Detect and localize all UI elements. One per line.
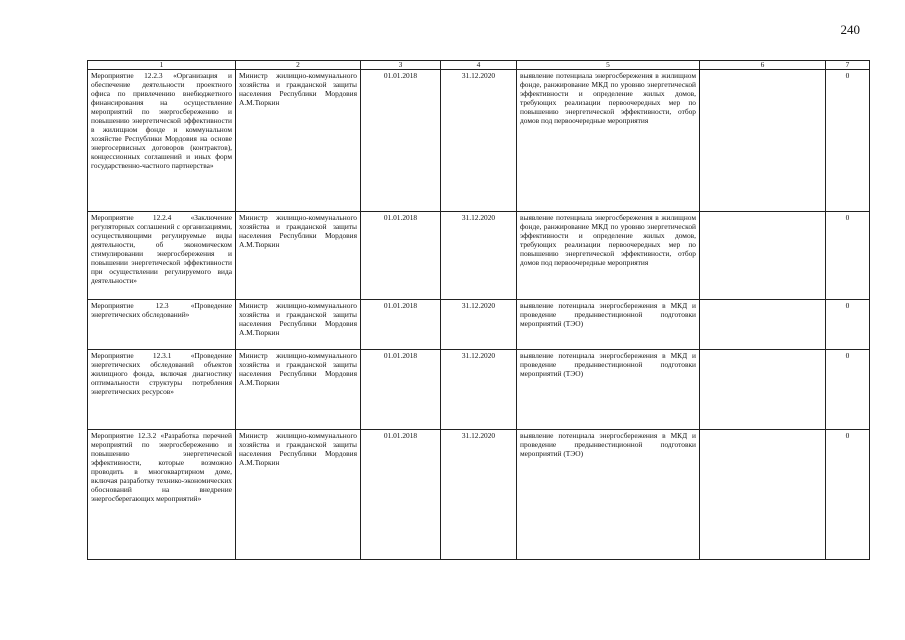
result-cell: выявление потенциала энергосбережения в жилищном фонде, ранжирование МКД по уровню энергетической эффективности и определение жилых домов, требующих реализации первоочередных мер по повышению энергетической эффективности, отбор домов под первоочередные мероприятия: [517, 212, 700, 300]
column-header-1: 1: [88, 61, 236, 70]
event-cell: Мероприятие 12.3.1 «Проведение энергетических обследований объектов жилищного фонда, включая диагностику оптимальности структуры потребления энергетических ресурсов»: [88, 350, 236, 430]
column-6-cell: [700, 430, 826, 560]
result-cell: выявление потенциала энергосбережения в МКД и проведение предынвестиционной подготовки мероприятий (ТЭО): [517, 430, 700, 560]
responsible-cell: Министр жилищно-коммунального хозяйства и гражданской защиты населения Республики Мордовия А.М.Тюркин: [236, 212, 361, 300]
start-date-cell: 01.01.2018: [361, 212, 441, 300]
start-date-cell: 01.01.2018: [361, 350, 441, 430]
event-cell: Мероприятие 12.3 «Проведение энергетических обследований»: [88, 300, 236, 350]
result-cell: выявление потенциала энергосбережения в жилищном фонде, ранжирование МКД по уровню энергетической эффективности и определение жилых домов, требующих реализации первоочередных мер по повышению энергетической эффективности, отбор домов под первоочередные мероприятия: [517, 70, 700, 212]
measures-table: [87, 60, 870, 560]
column-7-cell: 0: [826, 70, 870, 212]
table-row: [88, 350, 870, 430]
column-6-cell: [700, 70, 826, 212]
end-date-cell: 31.12.2020: [441, 212, 517, 300]
end-date-cell: 31.12.2020: [441, 430, 517, 560]
table-row: [88, 212, 870, 300]
column-6-cell: [700, 212, 826, 300]
column-header-5: 5: [517, 61, 700, 70]
end-date-cell: 31.12.2020: [441, 70, 517, 212]
column-header-row: [88, 61, 870, 70]
start-date-cell: 01.01.2018: [361, 430, 441, 560]
column-6-cell: [700, 350, 826, 430]
table-row: [88, 300, 870, 350]
start-date-cell: 01.01.2018: [361, 300, 441, 350]
table-row: [88, 70, 870, 212]
responsible-cell: Министр жилищно-коммунального хозяйства и гражданской защиты населения Республики Мордовия А.М.Тюркин: [236, 70, 361, 212]
column-header-6: 6: [700, 61, 826, 70]
event-cell: Мероприятие 12.2.4 «Заключение регуляторных соглашений с организациями, осуществляющими регулируемые виды деятельности, об экономическом стимулировании энергосбережения и повышении энергетической эффективности при осуществлении регулируемого вида деятельности»: [88, 212, 236, 300]
table-row: [88, 430, 870, 560]
end-date-cell: 31.12.2020: [441, 300, 517, 350]
column-header-2: 2: [236, 61, 361, 70]
column-7-cell: 0: [826, 350, 870, 430]
responsible-cell: Министр жилищно-коммунального хозяйства и гражданской защиты населения Республики Мордовия А.М.Тюркин: [236, 350, 361, 430]
end-date-cell: 31.12.2020: [441, 350, 517, 430]
column-7-cell: 0: [826, 212, 870, 300]
column-7-cell: 0: [826, 430, 870, 560]
start-date-cell: 01.01.2018: [361, 70, 441, 212]
responsible-cell: Министр жилищно-коммунального хозяйства и гражданской защиты населения Республики Мордовия А.М.Тюркин: [236, 300, 361, 350]
result-cell: выявление потенциала энергосбережения в МКД и проведение предынвестиционной подготовки мероприятий (ТЭО): [517, 300, 700, 350]
column-header-3: 3: [361, 61, 441, 70]
column-header-4: 4: [441, 61, 517, 70]
page-number: 240: [840, 22, 860, 37]
column-7-cell: 0: [826, 300, 870, 350]
event-cell: Мероприятие 12.2.3 «Организация и обеспечение деятельности проектного офиса по привлечению внебюджетного финансирования на осуществление мероприятий по энергосбережению и повышению энергетической эффективности в жилищном фонде и коммунальном хозяйстве Республики Мордовия на основе энергосервисных договоров (контрактов), концессионных соглашений и иных форм государственно-частного партнерства»: [88, 70, 236, 212]
result-cell: выявление потенциала энергосбережения в МКД и проведение предынвестиционной подготовки мероприятий (ТЭО): [517, 350, 700, 430]
column-header-7: 7: [826, 61, 870, 70]
column-6-cell: [700, 300, 826, 350]
event-cell: Мероприятие 12.3.2 «Разработка перечней мероприятий по энергосбережению и повышению энергетической эффективности, которые возможно проводить в многоквартирном доме, включая разработку технико-экономических обоснований на внедрение энергосберегающих мероприятий»: [88, 430, 236, 560]
responsible-cell: Министр жилищно-коммунального хозяйства и гражданской защиты населения Республики Мордовия А.М.Тюркин: [236, 430, 361, 560]
